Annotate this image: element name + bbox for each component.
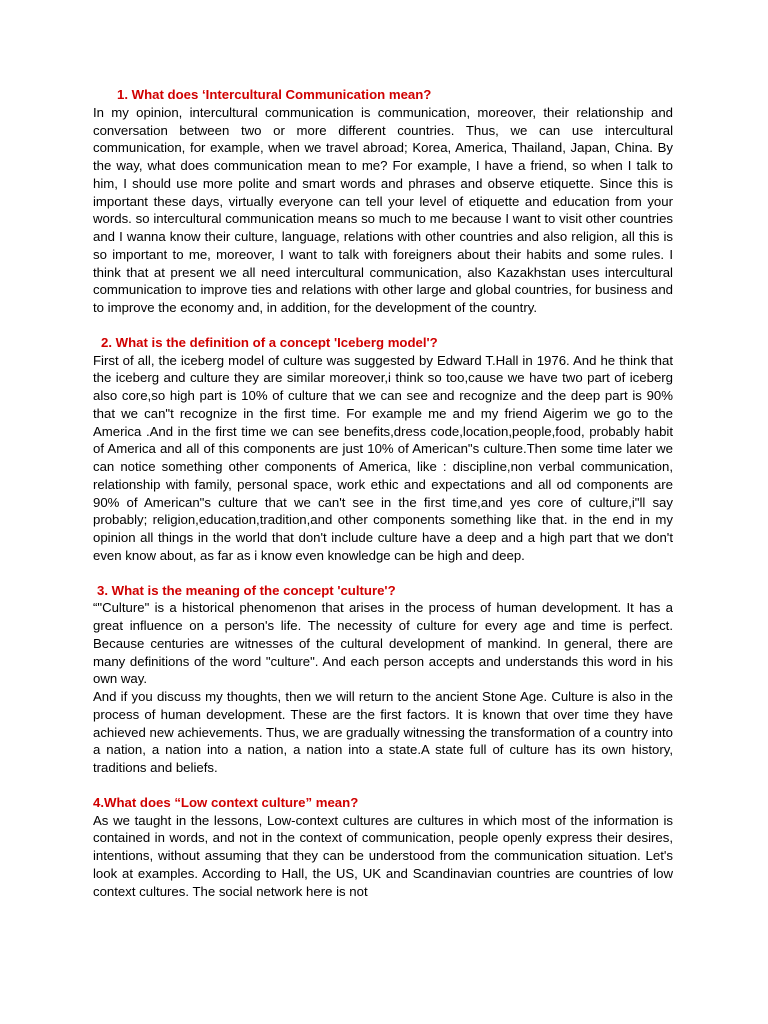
section-paragraph: “"Culture" is a historical phenomenon that arises in the process of human development. It has a great influence on a person's life. The necessity of culture for every age and time is perfect. Because centuries are witnesses of the cultural development of mankind. In general, there are many definitions of the word "culture". And each person accepts and understands this word in his own way. bbox=[93, 600, 673, 687]
section-heading: 4.What does “Low context culture” mean? bbox=[93, 794, 359, 810]
section-paragraph: As we taught in the lessons, Low-context cultures are cultures in which most of the information is contained in words, and not in the context of communication, people openly express their desires, intentions, without assuming that they can be understood from the communication situation. Let's look at examples. According to Hall, the US, UK and Scandinavian countries are countries of low context cultures. The social network here is not bbox=[93, 812, 673, 899]
section-iceberg-model bbox=[93, 334, 673, 565]
document-page bbox=[93, 86, 673, 900]
section-intercultural-communication bbox=[93, 86, 673, 317]
section-paragraph: First of all, the iceberg model of culture was suggested by Edward T.Hall in 1976. And he think that the iceberg and culture they are similar moreover,i think so too,cause we have two part of iceberg also core,so high part is 10% of culture that we can see and recognize and the deep part is 90% that we can"t recognize in the first time. For example me and my friend Aigerim we go to the America .And in the first time we can see benefits,dress code,location,people,food, probably habit of America and all of this components are just 10% of American"s culture.Then some time later we can notice something other components of America, like : discipline,non verbal communication, relationship with family, personal space, work ethic and expectations and all od components are 90% of American"s culture that we can't see in the first time,and yes core of culture,i"ll say probably; religion,education,tradition,and other components something like that. in the end in my opinion all things in the world that don't include culture have a deep and a high part that we don't even know about, as far as i know even knowledge can be high and deep. bbox=[93, 352, 673, 563]
section-low-context-culture bbox=[93, 794, 673, 901]
section-paragraph: And if you discuss my thoughts, then we will return to the ancient Stone Age. Culture is also in the process of human development. These are the first factors. It is known that over time they have achieved new achievements. Thus, we are gradually witnessing the transformation of a country into a nation, a nation into a nation, a nation into a state.A state full of culture has its own history, traditions and beliefs. bbox=[93, 689, 673, 776]
section-paragraph: In my opinion, intercultural communication is communication, moreover, their relationship and conversation between two or more different countries. Thus, we can use intercultural communication, for example, when we travel abroad; Korea, America, Thailand, Japan, China. By the way, what does communication mean to me? For example, I have a friend, so when I talk to him, I should use more polite and smart words and phrases and observe etiquette. Since this is important these days, virtually everyone can tell your level of etiquette and education from your words. so intercultural communication means so much to me because I want to visit other countries and I wanna know their culture, language, relations with other countries and also religion, all this is so important to me, moreover, I want to talk with foreigners about their habits and some rules. I think that at present we all need intercultural communication, also Kazakhstan uses intercultural communication to improve ties and relations with other large and global countries, for business and to improve the economy and, in addition, for the development of the country. bbox=[93, 104, 673, 316]
section-culture-concept bbox=[93, 582, 673, 777]
section-heading: 3. What is the meaning of the concept 'culture'? bbox=[97, 582, 396, 598]
section-heading: 1. What does ‘Intercultural Communication mean? bbox=[117, 87, 432, 102]
section-heading: 2. What is the definition of a concept 'Iceberg model'? bbox=[101, 334, 438, 350]
